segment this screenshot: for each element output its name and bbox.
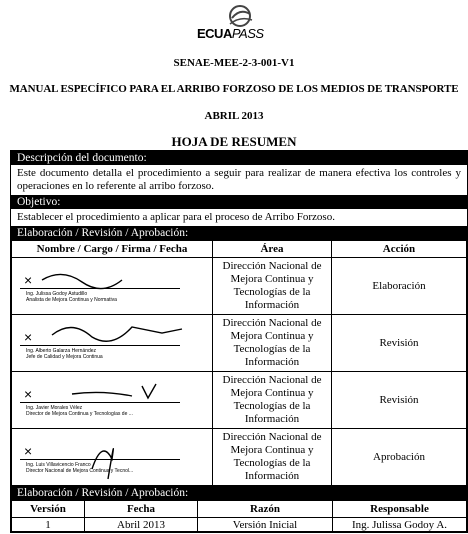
signature-cell: × Ing. Julissa Godoy Astudillo Analista de Mejora Continua y Normativa bbox=[12, 258, 213, 315]
signature-cell: × Ing. Luis Villavicencio Franco Director Nacional de Mejora Continua y Tecnol... bbox=[12, 429, 213, 486]
approvals-table bbox=[11, 240, 467, 486]
signature-cell: × Ing. Alberto Galarza Hernández Jefe de Calidad y Mejora Continua bbox=[12, 315, 213, 372]
description-heading: Descripción del documento: bbox=[11, 151, 467, 165]
col-action: Acción bbox=[332, 241, 467, 258]
col-reason: Razón bbox=[198, 501, 333, 518]
col-responsible: Responsable bbox=[333, 501, 467, 518]
version-cell: 1 bbox=[12, 518, 85, 532]
handwritten-signature bbox=[12, 258, 212, 314]
col-name: Nombre / Cargo / Firma / Fecha bbox=[12, 241, 213, 258]
document-date: ABRIL 2013 bbox=[204, 110, 264, 122]
logo-text: ECUAPASS bbox=[197, 26, 264, 41]
table-row bbox=[12, 518, 467, 532]
area-cell: Dirección Nacional de Mejora Continua y Tecnologías de la Información bbox=[213, 258, 332, 315]
signature-cell: × Ing. Javier Morales Vélez Director de Mejora Continua y Tecnologías de ... bbox=[12, 372, 213, 429]
responsible-cell: Ing. Julissa Godoy A. bbox=[333, 518, 467, 532]
date-cell: Abril 2013 bbox=[85, 518, 198, 532]
action-cell: Revisión bbox=[332, 315, 467, 372]
objective-text: Establecer el procedimiento a aplicar para el proceso de Arribo Forzoso. bbox=[17, 211, 335, 223]
summary-sheet bbox=[10, 150, 468, 533]
versions-heading: Elaboración / Revisión / Aprobación: bbox=[11, 486, 467, 500]
action-cell: Revisión bbox=[332, 372, 467, 429]
description-text: Este documento detalla el procedimiento a seguir para realizar de manera efectiva los controles y operaciones en lo referente al arribo forzoso. bbox=[17, 167, 461, 192]
handwritten-signature bbox=[12, 429, 212, 485]
action-cell: Elaboración bbox=[332, 258, 467, 315]
document-title: MANUAL ESPECÍFICO PARA EL ARRIBO FORZOSO DE LOS MEDIOS DE TRANSPORTE bbox=[9, 83, 459, 95]
document-code: SENAE-MEE-2-3-001-V1 bbox=[173, 57, 295, 69]
table-row bbox=[12, 315, 467, 372]
approvals-heading: Elaboración / Revisión / Aprobación: bbox=[11, 226, 467, 240]
versions-table bbox=[11, 500, 467, 532]
summary-title: HOJA DE RESUMEN bbox=[171, 134, 297, 149]
objective-heading: Objetivo: bbox=[11, 195, 467, 209]
area-cell: Dirección Nacional de Mejora Continua y Tecnologías de la Información bbox=[213, 372, 332, 429]
table-row bbox=[12, 429, 467, 486]
col-area: Área bbox=[213, 241, 332, 258]
handwritten-signature bbox=[12, 372, 212, 428]
table-row bbox=[12, 372, 467, 429]
handwritten-signature bbox=[12, 315, 212, 371]
reason-cell: Versión Inicial bbox=[198, 518, 333, 532]
area-cell: Dirección Nacional de Mejora Continua y Tecnologías de la Información bbox=[213, 315, 332, 372]
table-row bbox=[12, 258, 467, 315]
col-version: Versión bbox=[12, 501, 85, 518]
area-cell: Dirección Nacional de Mejora Continua y Tecnologías de la Información bbox=[213, 429, 332, 486]
col-date: Fecha bbox=[85, 501, 198, 518]
action-cell: Aprobación bbox=[332, 429, 467, 486]
